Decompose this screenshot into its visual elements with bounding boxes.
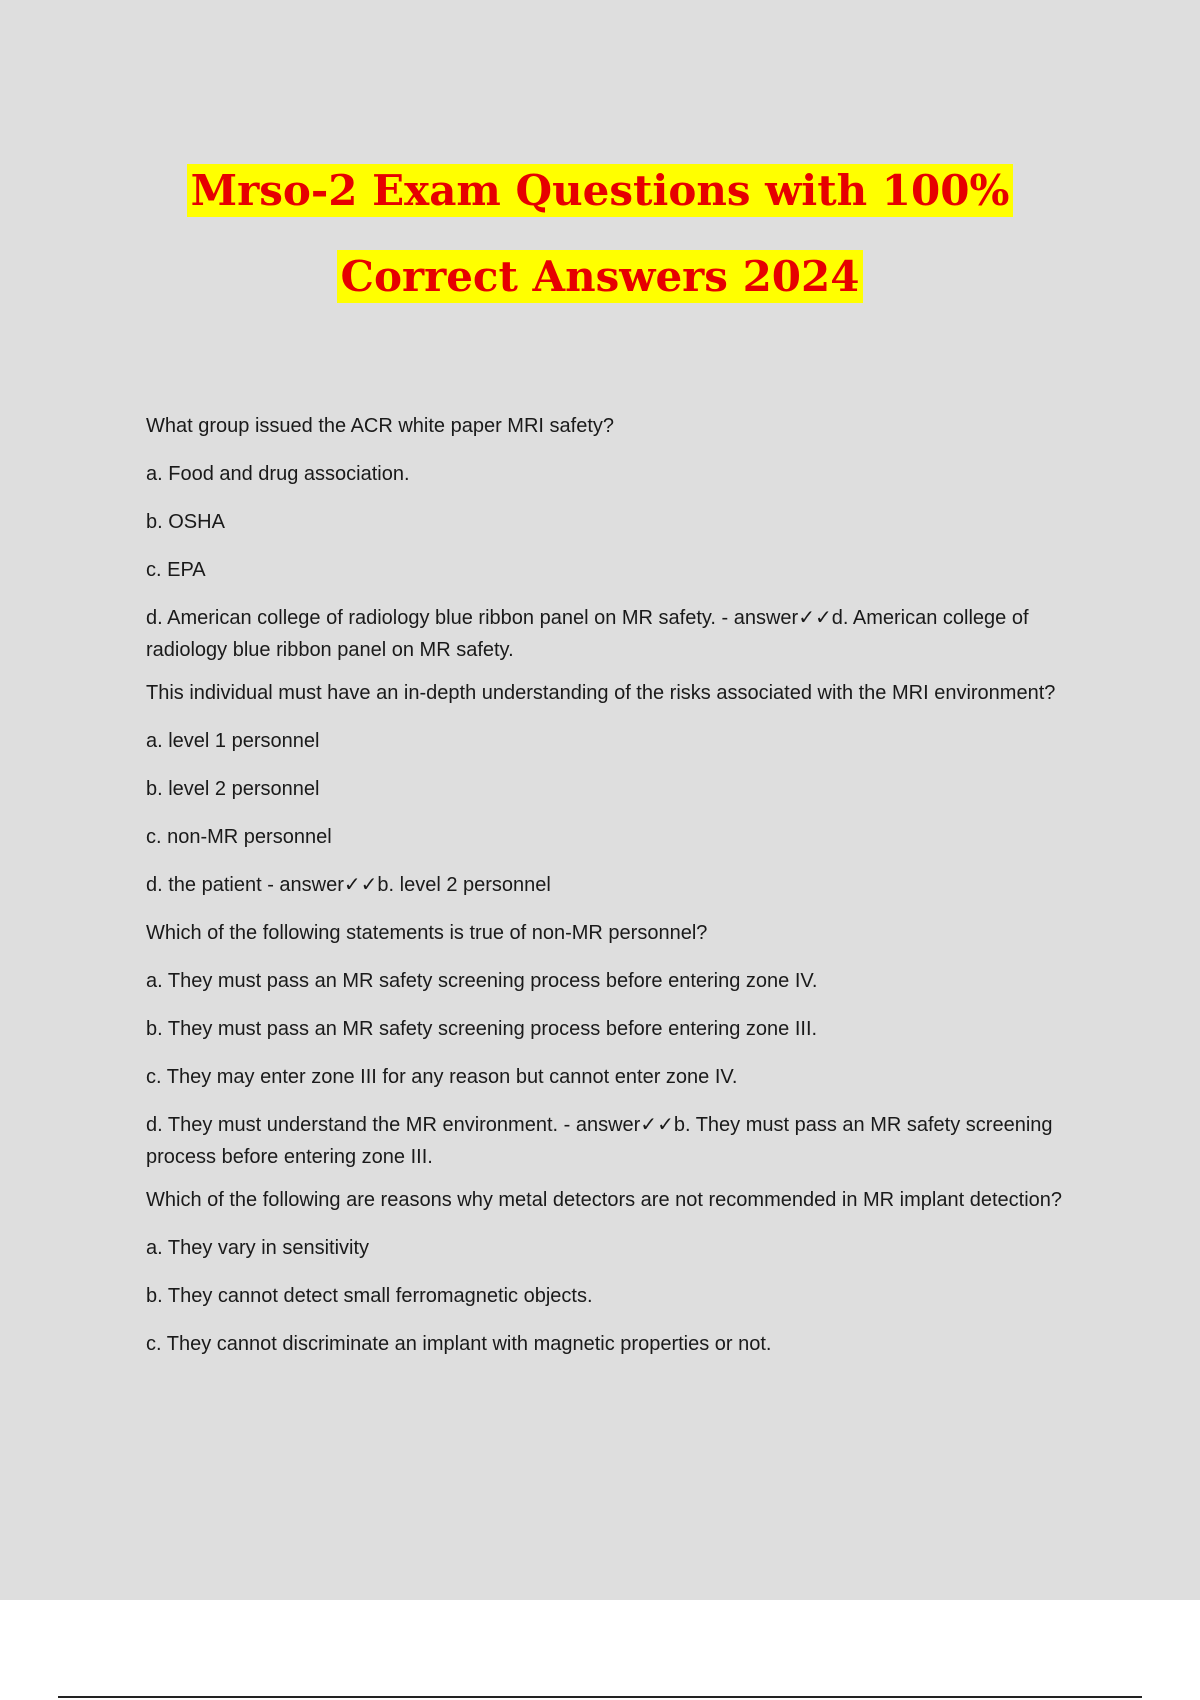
question-2-option-b: b. level 2 personnel — [146, 778, 320, 800]
question-2-option-a: a. level 1 personnel — [146, 730, 320, 752]
question-3-option-b: b. They must pass an MR safety screening process before entering zone III. — [146, 1018, 818, 1040]
question-1: What group issued the ACR white paper MRI safety? — [146, 415, 615, 437]
footer-divider — [58, 1696, 1142, 1698]
question-4: Which of the following are reasons why metal detectors are not recommended in MR implant detection? — [146, 1189, 1063, 1211]
question-2: This individual must have an in-depth understanding of the risks associated with the MRI environment? — [146, 682, 1056, 704]
question-3: Which of the following statements is true of non-MR personnel? — [146, 922, 708, 944]
question-3-option-c: c. They may enter zone III for any reason but cannot enter zone IV. — [146, 1066, 738, 1088]
title-line-2 — [0, 246, 1200, 308]
question-1-option-a: a. Food and drug association. — [146, 463, 410, 485]
question-1-option-d-answer: d. American college of radiology blue ribbon panel on MR safety. - answer✓✓d. American college of radiology blue ribbon panel on MR safety. — [146, 607, 1029, 661]
question-3-option-d-answer: d. They must understand the MR environment. - answer✓✓b. They must pass an MR safety screening process before entering zone III. — [146, 1114, 1053, 1168]
question-1-option-c: c. EPA — [146, 559, 206, 581]
question-4-option-c: c. They cannot discriminate an implant with magnetic properties or not. — [146, 1333, 772, 1355]
document-body — [146, 410, 1086, 1376]
title-line-1-text: Mrso-2 Exam Questions with 100% — [187, 164, 1014, 217]
question-3-option-a: a. They must pass an MR safety screening process before entering zone IV. — [146, 970, 818, 992]
title-line-2-text: Correct Answers 2024 — [337, 250, 864, 303]
question-4-option-a: a. They vary in sensitivity — [146, 1237, 370, 1259]
question-1-option-b: b. OSHA — [146, 511, 225, 533]
question-4-option-b: b. They cannot detect small ferromagnetic objects. — [146, 1285, 593, 1307]
document-title — [0, 160, 1200, 332]
title-line-1 — [0, 160, 1200, 222]
question-2-option-c: c. non-MR personnel — [146, 826, 332, 848]
question-2-option-d-answer: d. the patient - answer✓✓b. level 2 personnel — [146, 874, 551, 896]
